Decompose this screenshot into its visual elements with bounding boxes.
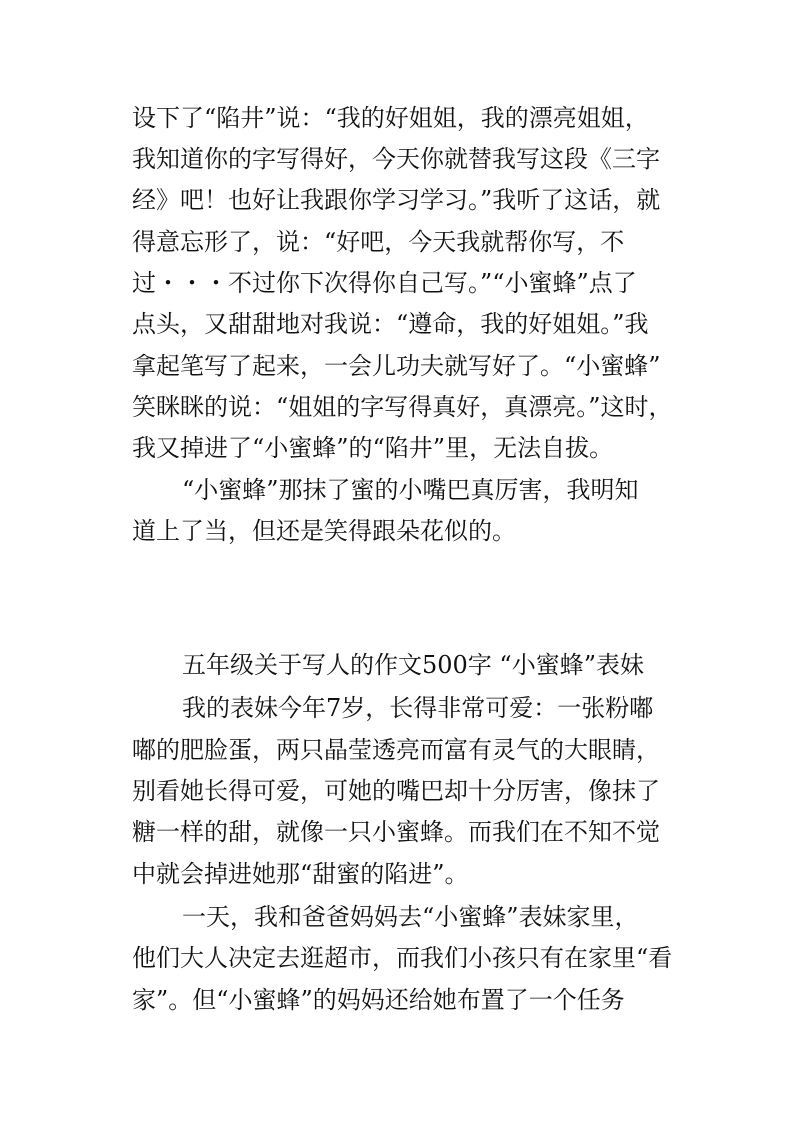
paragraph-line: [0, 854, 794, 894]
text-line: 我又掉进了“小蜜蜂”的“陷井”里，无法自拔。: [132, 434, 614, 462]
text-line: 笑眯眯的说：“姐姐的字写得真好，真漂亮。”这时，: [132, 393, 673, 421]
text-line: 中就会掉进她那“甜蜜的陷进”。: [132, 860, 469, 888]
paragraph-line: [0, 511, 794, 551]
paragraph-line: [0, 263, 794, 303]
text-line: 糖一样的甜，就像一只小蜜蜂。而我们在不知不觉: [132, 818, 660, 846]
text-line: “小蜜蜂”那抹了蜜的小嘴巴真厉害，我明知: [182, 476, 639, 504]
paragraph-line: [0, 139, 794, 179]
title-text: 五年级关于写人的作文500字 “小蜜蜂”表妹: [182, 651, 644, 679]
paragraph-line: [0, 346, 794, 386]
paragraph-line: [0, 897, 794, 937]
paragraph-line: [0, 980, 794, 1020]
paragraph-line: [0, 771, 794, 811]
paragraph-line: [0, 98, 794, 138]
text-line: 嘟的肥脸蛋，两只晶莹透亮而富有灵气的大眼睛，: [132, 736, 660, 764]
paragraph-line: [0, 938, 794, 978]
text-line: 家”。但“小蜜蜂”的妈妈还给她布置了一个任务: [132, 986, 625, 1014]
text-line: 我的表妹今年7岁，长得非常可爱：一张粉嘟: [182, 694, 654, 722]
paragraph-line: [0, 428, 794, 468]
text-line: 一天，我和爸爸妈妈去“小蜜蜂”表妹家里，: [182, 903, 639, 931]
text-line: 过・・・不过你下次得你自己写。”“小蜜蜂”点了: [132, 269, 637, 297]
essay-title: [0, 645, 794, 685]
text-line: 设下了“陷井”说：“我的好姐姐，我的漂亮姐姐，: [132, 104, 649, 132]
paragraph-line: [0, 387, 794, 427]
text-line: 经》吧！也好让我跟你学习学习。”我听了这话，就: [132, 186, 661, 214]
paragraph-line: [0, 304, 794, 344]
paragraph-line: [0, 730, 794, 770]
text-line: 拿起笔写了起来，一会儿功夫就写好了。“小蜜蜂”: [132, 352, 661, 380]
text-line: 我知道你的字写得好，今天你就替我写这段《三字: [132, 145, 660, 173]
text-line: 道上了当，但还是笑得跟朵花似的。: [132, 517, 516, 545]
text-line: 他们大人决定去逛超市，而我们小孩只有在家里“看: [132, 944, 673, 972]
text-line: 别看她长得可爱，可她的嘴巴却十分厉害，像抹了: [132, 777, 660, 805]
paragraph-line: [0, 222, 794, 262]
text-line: 点头，又甜甜地对我说：“遵命，我的好姐姐。”我: [132, 310, 649, 338]
paragraph-line: [0, 470, 794, 510]
paragraph-line: [0, 180, 794, 220]
text-line: 得意忘形了，说：“好吧，今天我就帮你写，不: [132, 228, 625, 256]
paragraph-line: [0, 812, 794, 852]
paragraph-line: [0, 688, 794, 728]
